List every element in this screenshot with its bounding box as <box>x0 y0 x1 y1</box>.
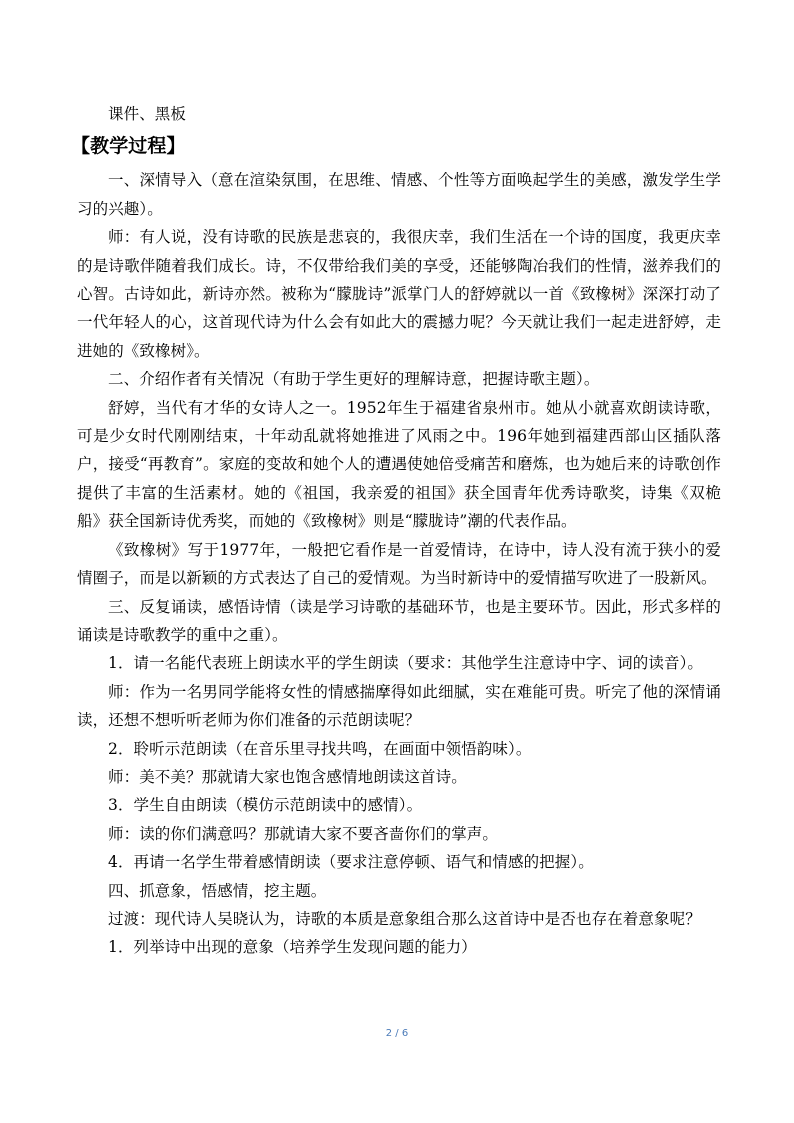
paragraph-10: 师：美不美？那就请大家也饱含感情地朗读这首诗。 <box>108 767 467 786</box>
document-body <box>71 100 721 962</box>
paragraph-6: 三、反复诵读，感悟诗情（读是学习诗歌的基础环节，也是主要环节。因此，形式多样的诵读是诗歌教学的重中之重）。 <box>77 597 721 644</box>
paragraph-2: 师：有人说，没有诗歌的民族是悲哀的，我很庆幸，我们生活在一个诗的国度，我更庆幸的是诗歌伴随着我们成长。诗，不仅带给我们美的享受，还能够陶冶我们的性情，滋养我们的心智。古诗如此，新诗亦然。被称为“朦胧诗”派掌门人的舒婷就以一首《致橡树》深深打动了一代年轻人的心，这首现代诗为什么会有如此大的震撼力呢？今天就让我们一起走进舒婷，走进她的《致橡树》。 <box>77 228 721 360</box>
paragraph-11: 3．学生自由朗读（模仿示范朗读中的感情）。 <box>108 796 423 815</box>
paragraph-5: 《致橡树》写于1977年，一般把它看作是一首爱情诗，在诗中，诗人没有流于狭小的爱情圈子，而是以新颖的方式表达了自己的爱情观。为当时新诗中的爱情描写吹进了一股新风。 <box>77 540 721 588</box>
paragraph-16: 1．列举诗中出现的意象（培养学生发现问题的能力） <box>108 938 477 957</box>
paragraph-1: 一、深情导入（意在渲染氛围，在思维、情感、个性等方面唤起学生的美感，激发学生学习的兴趣）。 <box>77 171 721 218</box>
section-heading: 【教学过程】 <box>71 135 186 158</box>
paragraph-7: 1．请一名能代表班上朗读水平的学生朗读（要求：其他学生注意诗中字、词的读音）。 <box>108 654 704 673</box>
paragraph-4: 舒婷，当代有才华的女诗人之一。1952年生于福建省泉州市。她从小就喜欢朗读诗歌，可是少女时代刚刚结束，十年动乱就将她推进了风雨之中。196年她到福建西部山区插队落户，接受“再教育”。家庭的变故和她个人的遭遇使她倍受痛苦和磨炼，也为她后来的诗歌创作提供了丰富的生活素材。她的《祖国，我亲爱的祖国》获全国青年优秀诗歌奖，诗集《双桅船》获全国新诗优秀奖，而她的《致橡树》则是“朦胧诗”潮的代表作品。 <box>77 398 721 531</box>
paragraph-9: 2．聆听示范朗读（在音乐里寻找共鸣，在画面中领悟韵味）。 <box>108 739 532 758</box>
paragraph-14: 四、抓意象，悟感情，挖主题。 <box>108 881 327 900</box>
paragraph-12: 师：读的你们满意吗？那就请大家不要吝啬你们的掌声。 <box>108 824 499 843</box>
page-number: 2 / 6 <box>385 1028 409 1039</box>
intro-line: 课件、黑板 <box>108 105 187 123</box>
paragraph-3: 二、介绍作者有关情况（有助于学生更好的理解诗意，把握诗歌主题）。 <box>108 370 600 389</box>
paragraph-8: 师：作为一名男同学能将女性的情感揣摩得如此细腻，实在难能可贵。听完了他的深情诵读，还想不想听听老师为你们准备的示范朗读呢？ <box>77 682 721 730</box>
paragraph-15: 过渡：现代诗人吴晓认为，诗歌的本质是意象组合那么这首诗中是否也存在着意象呢？ <box>108 909 701 928</box>
paragraph-13: 4．再请一名学生带着感情朗读（要求注意停顿、语气和情感的把握）。 <box>108 853 594 872</box>
